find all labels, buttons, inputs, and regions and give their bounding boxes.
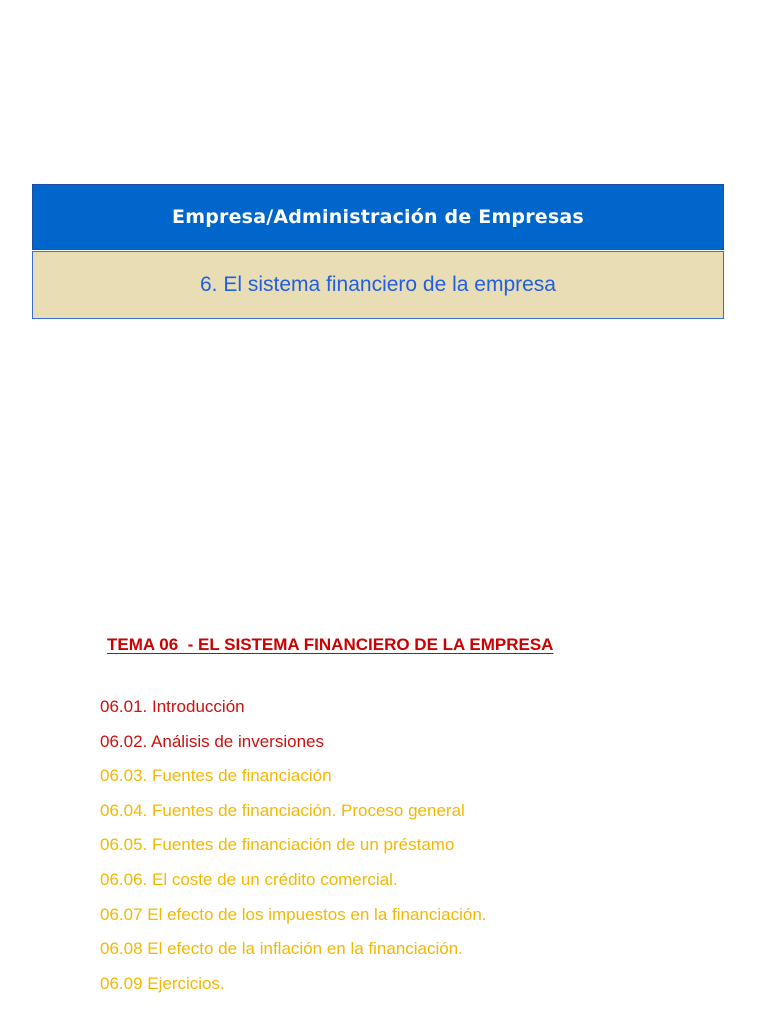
toc-item-06-07[interactable]: 06.07 El efecto de los impuestos en la financiación. bbox=[100, 904, 487, 924]
toc-heading: TEMA 06 - EL SISTEMA FINANCIERO DE LA EMPRESA bbox=[107, 635, 554, 654]
toc-item-06-09[interactable]: 06.09 Ejercicios. bbox=[100, 973, 225, 993]
page-title: 6. El sistema financiero de la empresa bbox=[199, 273, 556, 296]
toc-item-06-06[interactable]: 06.06. El coste de un crédito comercial. bbox=[100, 869, 398, 889]
toc-item-06-04[interactable]: 06.04. Fuentes de financiación. Proceso general bbox=[100, 800, 465, 820]
toc-list bbox=[100, 696, 487, 1007]
toc-item-06-01[interactable]: 06.01. Introducción bbox=[100, 697, 245, 716]
toc-item-06-02[interactable]: 06.02. Análisis de inversiones bbox=[100, 731, 324, 751]
subheader-bar bbox=[32, 251, 724, 319]
header-bar bbox=[32, 184, 724, 250]
header-title: Empresa/Administración de Empresas bbox=[172, 206, 584, 228]
toc-item-06-03[interactable]: 06.03. Fuentes de financiación bbox=[100, 766, 332, 786]
toc-item-06-05[interactable]: 06.05. Fuentes de financiación de un préstamo bbox=[100, 835, 455, 855]
toc-item-06-08[interactable]: 06.08 El efecto de la inflación en la financiación. bbox=[100, 939, 463, 959]
